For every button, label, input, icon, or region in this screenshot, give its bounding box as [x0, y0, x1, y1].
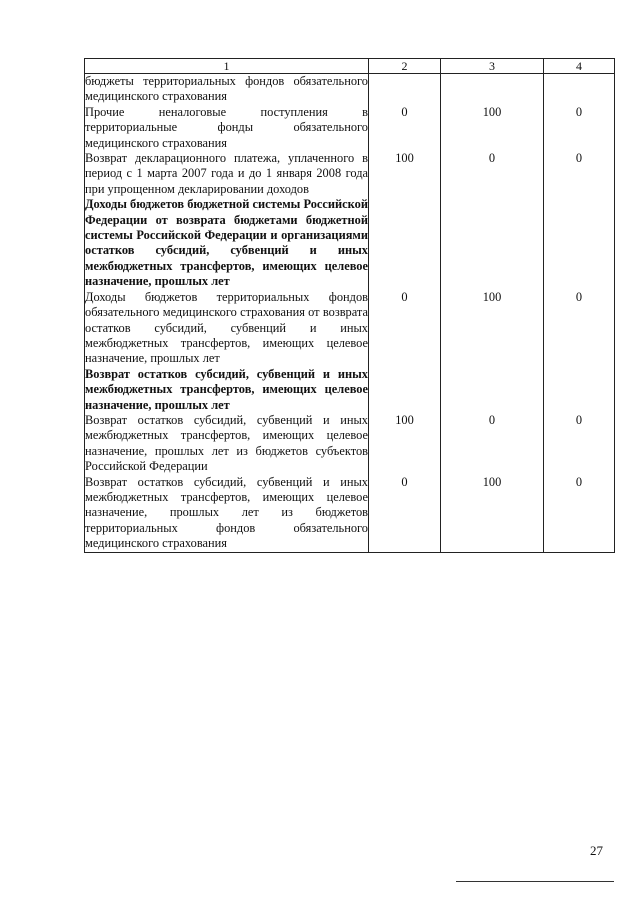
page-number: 27	[590, 843, 603, 858]
row-value-col4	[544, 367, 615, 413]
row-description: бюджеты территориальных фондов обязательного медицинского страхования	[85, 74, 368, 104]
row-value-col2: 100	[369, 151, 441, 197]
row-value-col4: 0	[544, 151, 615, 197]
row-value-col2: 0	[369, 105, 441, 151]
row-description: Возврат остатков субсидий, субвенций и иных межбюджетных трансфертов, имеющих целевое назначение, прошлых лет из бюджетов территориальных фондов обязательного медицинского страхования	[85, 474, 368, 551]
row-value-col3	[441, 197, 544, 289]
row-description: Доходы бюджетов бюджетной системы Российской Федерации от возврата бюджетами бюджетной системы Российской Федерации и организациями остатков субсидий, субвенций и иных межбюджетных трансфертов, имеющих целевое назначение, прошлых лет	[85, 197, 368, 289]
row-value-col3: 0	[441, 151, 544, 197]
row-value-col3: 100	[441, 290, 544, 367]
header-row	[85, 59, 615, 74]
table-row	[85, 367, 615, 413]
row-description: Возврат декларационного платежа, уплаченного в период с 1 марта 2007 года и до 1 января 2008 года при упрощенном декларировании доходов	[85, 151, 368, 196]
row-value-col3: 0	[441, 413, 544, 475]
table-row	[85, 197, 615, 289]
revenue-table	[84, 58, 615, 553]
row-description: Прочие неналоговые поступления в территориальные фонды обязательного медицинского страхования	[85, 104, 368, 150]
row-value-col2	[369, 74, 441, 105]
row-value-col4	[544, 74, 615, 105]
table-row	[85, 105, 615, 151]
table-row	[85, 290, 615, 367]
row-value-col2: 100	[369, 413, 441, 475]
row-value-col2	[369, 197, 441, 289]
row-value-col4: 0	[544, 475, 615, 553]
footer-line	[456, 881, 614, 882]
row-value-col2: 0	[369, 290, 441, 367]
row-value-col4	[544, 197, 615, 289]
table-row	[85, 74, 615, 105]
row-value-col4: 0	[544, 290, 615, 367]
row-value-col3: 100	[441, 105, 544, 151]
row-value-col2	[369, 367, 441, 413]
column-header-2: 2	[369, 59, 441, 74]
row-value-col2: 0	[369, 475, 441, 553]
row-value-col3: 100	[441, 475, 544, 553]
row-description: Возврат остатков субсидий, субвенций и иных межбюджетных трансфертов, имеющих целевое назначение, прошлых лет из бюджетов субъектов Российской Федерации	[85, 412, 368, 474]
column-header-3: 3	[441, 59, 544, 74]
row-description: Доходы бюджетов территориальных фондов обязательного медицинского страхования от возврата остатков субсидий, субвенций и иных межбюджетных трансфертов, имеющих целевое назначение, прошлых лет	[85, 289, 368, 366]
row-value-col4: 0	[544, 413, 615, 475]
table-row	[85, 151, 615, 197]
column-header-1: 1	[85, 59, 369, 74]
table-row	[85, 475, 615, 553]
row-value-col3	[441, 367, 544, 413]
row-value-col3	[441, 74, 544, 105]
table-row	[85, 413, 615, 475]
row-description: Возврат остатков субсидий, субвенций и иных межбюджетных трансфертов, имеющих целевое назначение, прошлых лет	[85, 366, 368, 412]
table-body	[85, 74, 615, 553]
row-value-col4: 0	[544, 105, 615, 151]
column-header-4: 4	[544, 59, 615, 74]
